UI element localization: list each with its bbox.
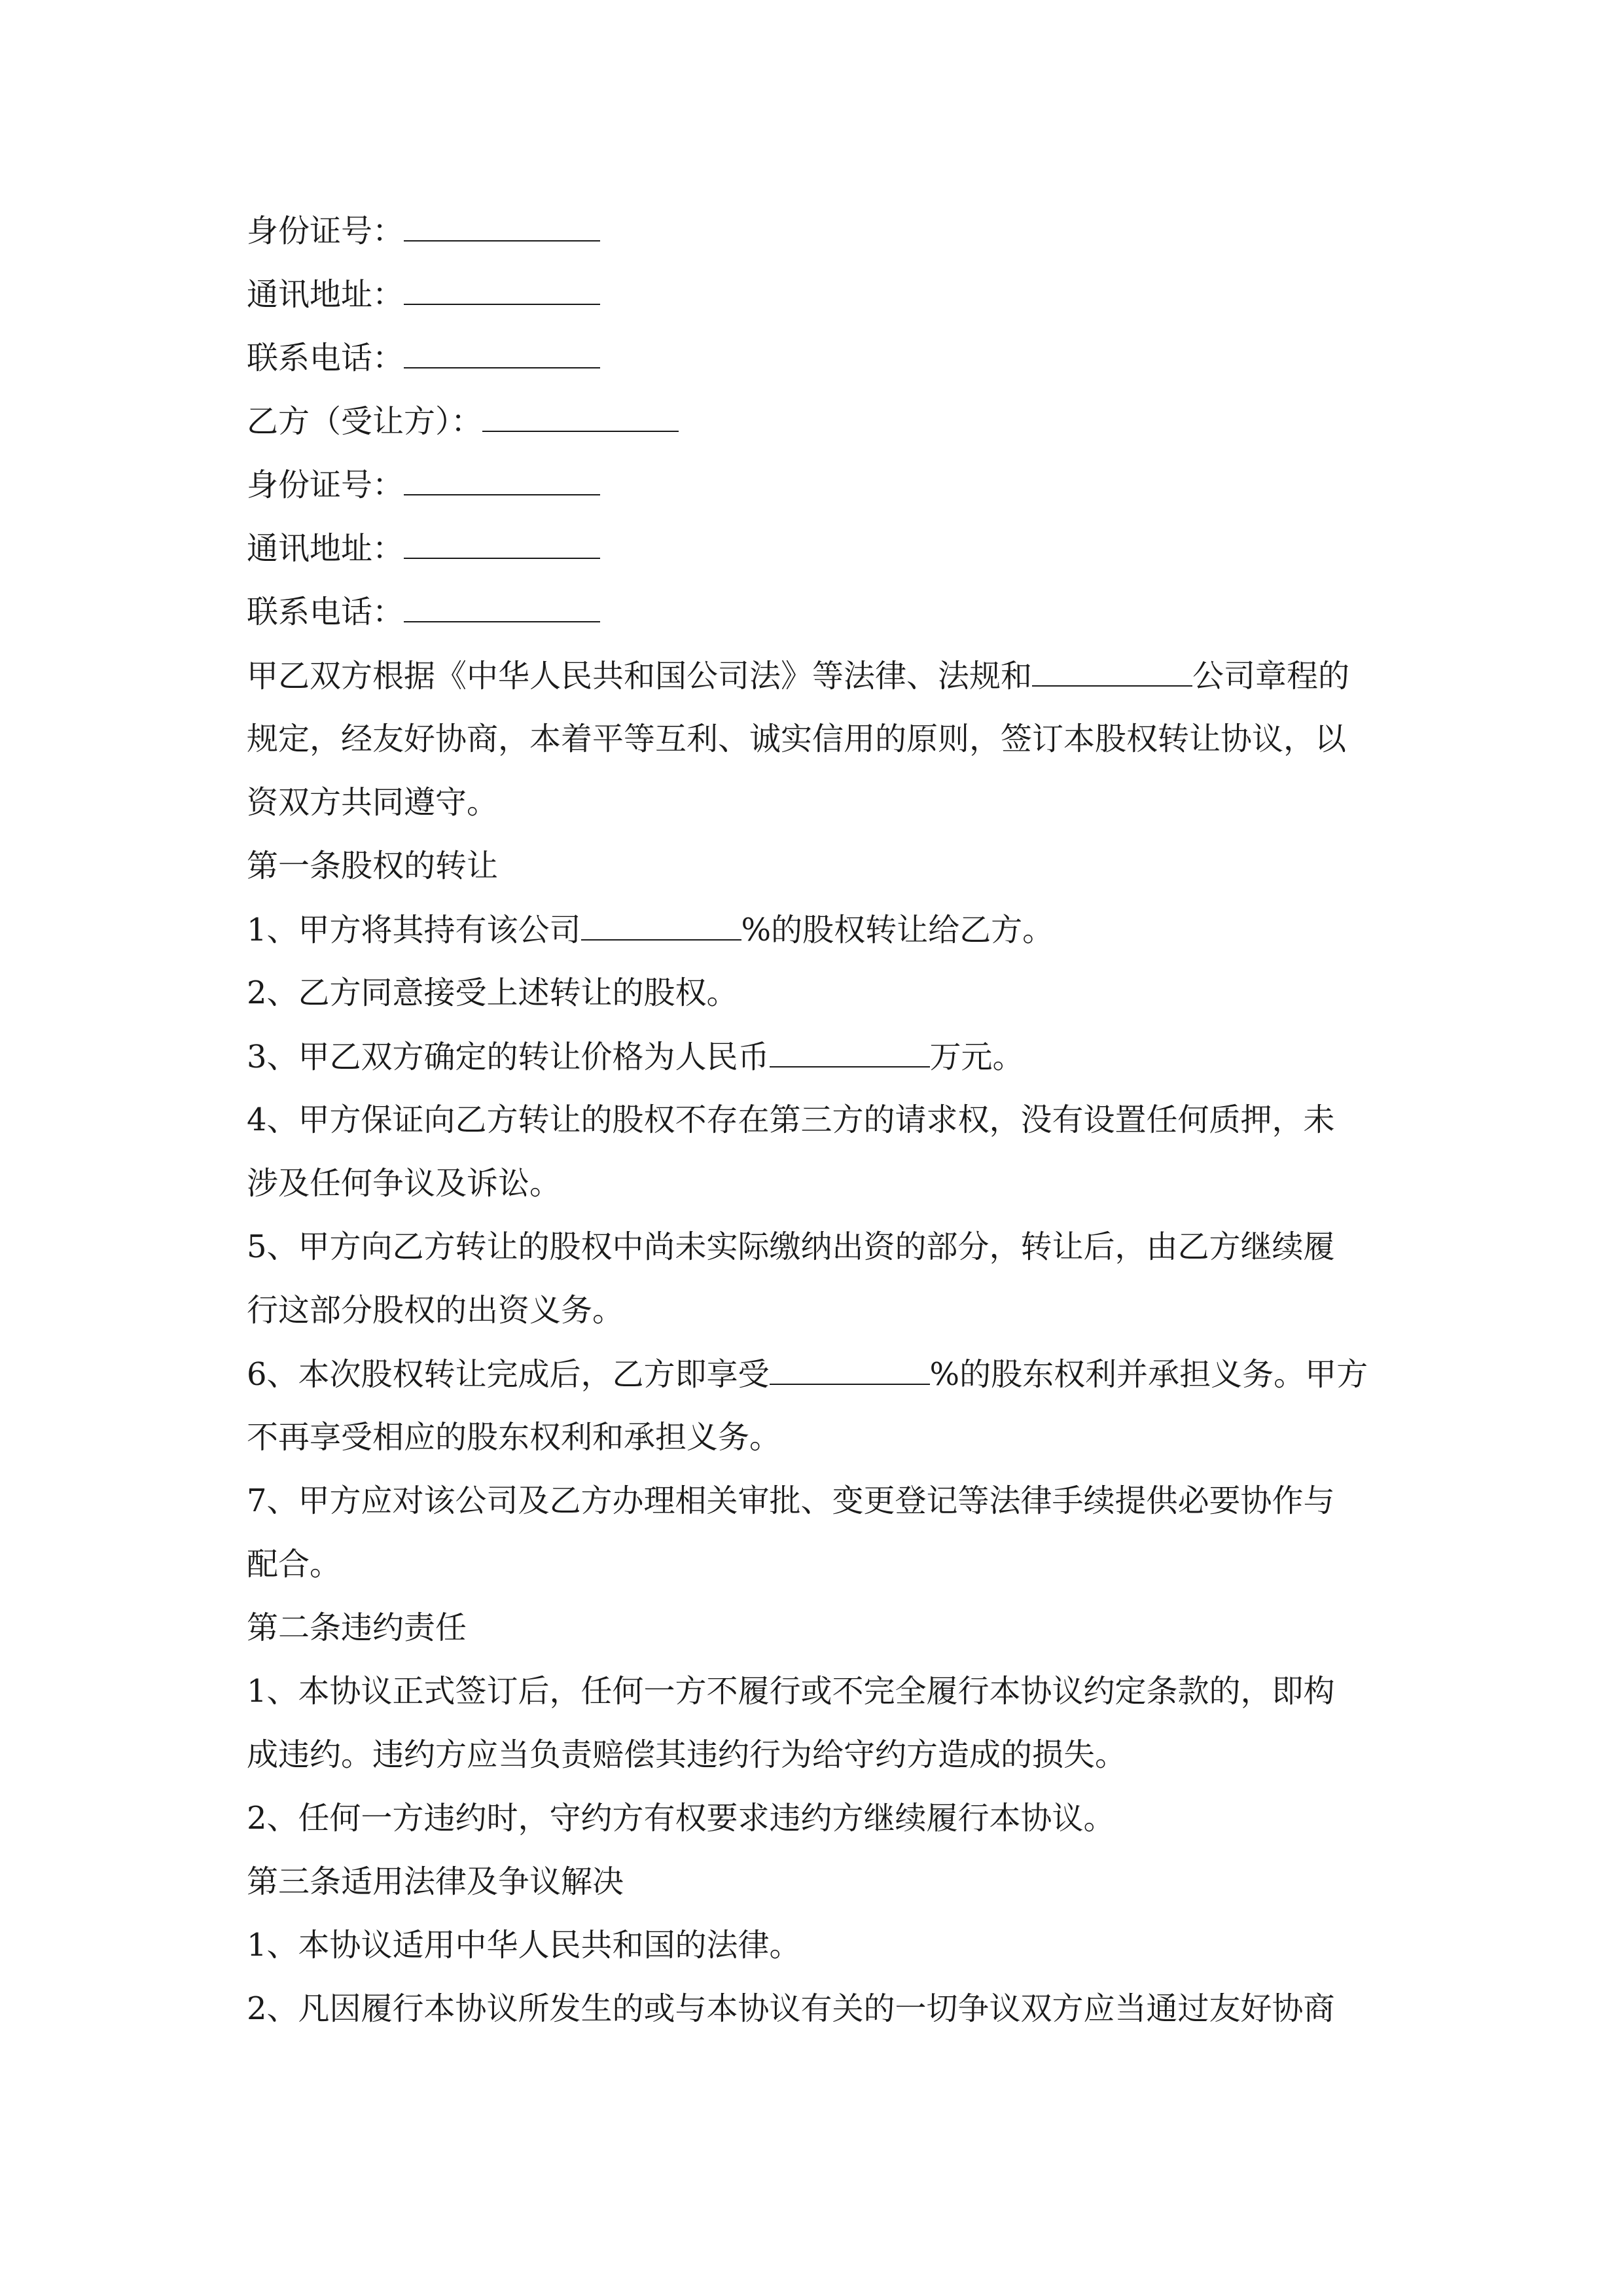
article-1-clause-3 (247, 1037, 1392, 1075)
party-a-id-blank (404, 211, 600, 242)
article-2-clause-1-line-2: 成违约。违约方应当负责赔偿其违约行为给守约方造成的损失。 (247, 1736, 1127, 1773)
party-a-phone-line (247, 338, 1392, 376)
party-b-phone-line (247, 592, 1392, 630)
article-1-clause-4-line-1: 4、甲方保证向乙方转让的股权不存在第三方的请求权，没有设置任何质押，未 (247, 1102, 1335, 1138)
article-1-clause-4-line-2: 涉及任何争议及诉讼。 (247, 1165, 562, 1202)
party-b-id-line (247, 465, 1392, 503)
party-b-id-label: 身份证号： (247, 467, 404, 503)
article-1-clause-5-line-1: 5、甲方向乙方转让的股权中尚未实际缴纳出资的部分，转让后，由乙方继续履 (247, 1229, 1335, 1265)
party-a-phone-blank (404, 338, 600, 368)
clause-text: 3、甲乙双方确定的转让价格为人民币 (247, 1039, 770, 1075)
price-blank (770, 1037, 930, 1067)
company-name-blank (1032, 656, 1192, 687)
article-2-heading: 第二条违约责任 (247, 1609, 467, 1646)
article-3-heading: 第三条适用法律及争议解决 (247, 1863, 624, 1900)
clause-text: 6、本次股权转让完成后，乙方即享受 (247, 1356, 770, 1393)
article-2-clause-1-line-1: 1、本协议正式签订后，任何一方不履行或不完全履行本协议约定条款的，即构 (247, 1673, 1335, 1710)
clause-text: %的股权转让给乙方。 (741, 912, 1054, 948)
party-b-phone-label: 联系电话： (247, 594, 404, 630)
article-1-clause-6-line-2: 不再享受相应的股东权利和承担义务。 (247, 1419, 781, 1456)
article-1-clause-1 (247, 910, 1392, 948)
article-1-clause-2: 2、乙方同意接受上述转让的股权。 (247, 975, 738, 1011)
clause-text: 1、甲方将其持有该公司 (247, 912, 581, 948)
article-1-clause-7-line-1: 7、甲方应对该公司及乙方办理相关审批、变更登记等法律手续提供必要协作与 (247, 1482, 1335, 1519)
article-3-clause-2: 2、凡因履行本协议所发生的或与本协议有关的一切争议双方应当通过友好协商 (247, 1990, 1335, 2027)
party-a-id-label: 身份证号： (247, 213, 404, 249)
preamble-text-1b: 公司章程的 (1192, 658, 1350, 694)
clause-text: 万元。 (929, 1039, 1024, 1075)
party-b-address-label: 通讯地址： (247, 530, 404, 567)
party-b-title: 乙方（受让方）： (247, 403, 483, 440)
article-1-clause-6-line-1 (247, 1355, 1392, 1393)
preamble-text-1a: 甲乙双方根据《中华人民共和国公司法》等法律、法规和 (247, 658, 1033, 694)
party-a-id-line (247, 211, 1392, 249)
article-1-clause-7-line-2: 配合。 (247, 1546, 342, 1583)
clause-text: %的股东权利并承担义务。甲方 (929, 1356, 1368, 1393)
party-b-address-blank (404, 529, 600, 559)
party-b-phone-blank (404, 592, 600, 622)
party-b-address-line (247, 529, 1392, 567)
party-a-address-label: 通讯地址： (247, 276, 404, 313)
article-3-clause-1: 1、本协议适用中华人民共和国的法律。 (247, 1927, 801, 1964)
party-a-phone-label: 联系电话： (247, 340, 404, 376)
shareholder-percent-blank (770, 1355, 930, 1385)
article-1-clause-5-line-2: 行这部分股权的出资义务。 (247, 1292, 624, 1329)
preamble-line-3: 资双方共同遵守。 (247, 784, 499, 821)
share-percent-blank (581, 910, 741, 941)
party-b-id-blank (404, 465, 600, 495)
preamble-line-1 (247, 656, 1392, 694)
party-b-title-line (247, 402, 1392, 440)
preamble-line-2: 规定，经友好协商，本着平等互利、诚实信用的原则，签订本股权转让协议，以 (247, 721, 1347, 757)
party-b-name-blank (482, 402, 679, 432)
party-a-address-line (247, 275, 1392, 313)
article-2-clause-2: 2、任何一方违约时，守约方有权要求违约方继续履行本协议。 (247, 1800, 1115, 1837)
party-a-address-blank (404, 275, 600, 305)
article-1-heading: 第一条股权的转让 (247, 848, 499, 884)
